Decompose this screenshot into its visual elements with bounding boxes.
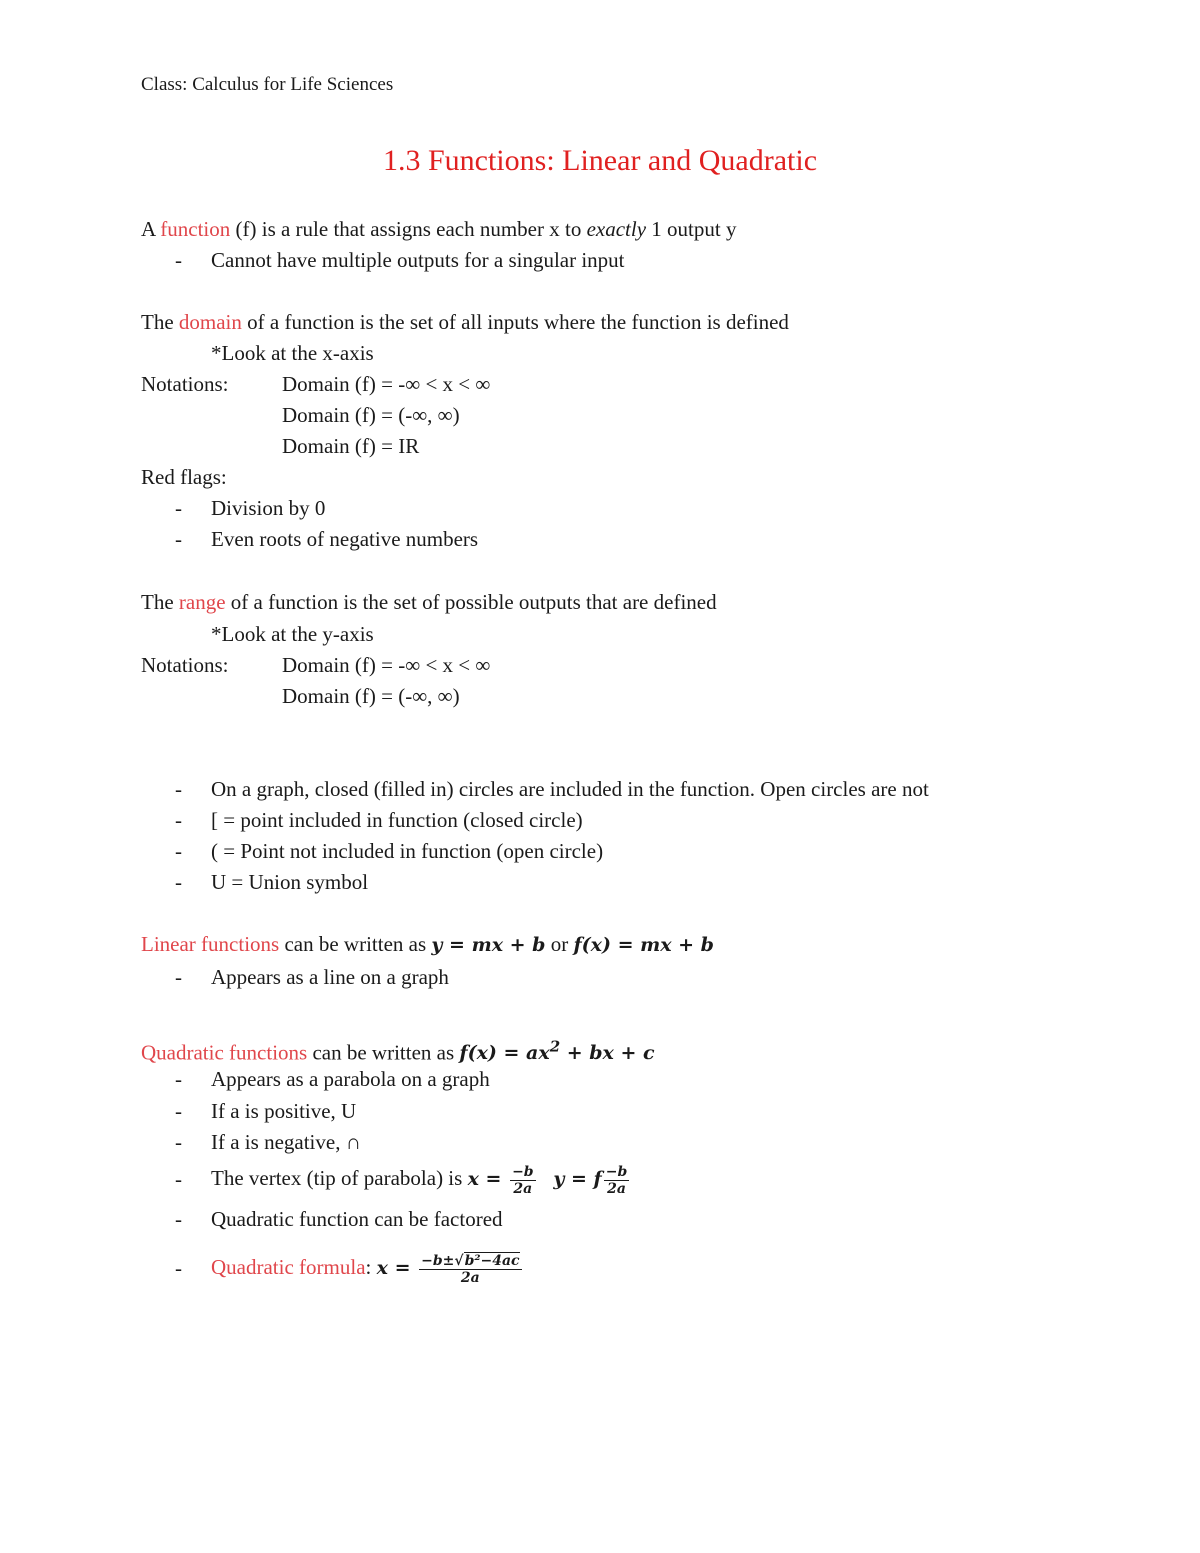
vertex-x-fraction: $\frac{-b}{2a}$ xyxy=(512,1163,534,1197)
term-domain: domain xyxy=(178,310,242,334)
bullet-dash: - xyxy=(175,1207,182,1231)
term-function: function xyxy=(160,217,231,241)
bullet-dash: - xyxy=(175,777,182,801)
domain-notation: Domain (f) = IR xyxy=(282,434,420,458)
linear-definition: Linear functions can be written as y = mx + b or f(x) = mx + b xyxy=(141,932,714,956)
bullet-dash: - xyxy=(175,1067,182,1091)
linear-equation-f: f(x) = mx + b xyxy=(573,934,714,956)
term-quadratic-formula: Quadratic formula xyxy=(211,1255,366,1279)
bullet-dash: - xyxy=(175,808,182,832)
bullet-dash: - xyxy=(175,527,182,551)
bullet-dash: - xyxy=(175,870,182,894)
quadratic-factored: Quadratic function can be factored xyxy=(211,1207,503,1231)
red-flags-label: Red flags: xyxy=(141,465,227,489)
red-flag-item: Even roots of negative numbers xyxy=(211,527,479,551)
range-notation: Domain (f) = (-∞, ∞) xyxy=(282,684,460,708)
quadratic-definition: Quadratic functions can be written as $f(x) = ax^2$ + bx + c xyxy=(141,1038,655,1065)
linear-equation-y: y = mx + b xyxy=(431,934,546,956)
emphasis-exactly: exactly xyxy=(586,217,647,241)
quadratic-bullet: If a is negative, ∩ xyxy=(211,1130,361,1154)
bullet-dash: - xyxy=(175,965,182,989)
linear-bullet: Appears as a line on a graph xyxy=(211,965,449,989)
domain-notations-label: Notations: xyxy=(141,372,229,396)
quadratic-bullet: Appears as a parabola on a graph xyxy=(211,1067,490,1091)
bullet-dash: - xyxy=(175,839,182,863)
graph-note: On a graph, closed (filled in) circles are included in the function. Open circles are not xyxy=(211,777,929,801)
bullet-dash: - xyxy=(175,1099,182,1123)
quadratic-formula-line: Quadratic formula: x = $\frac{\text{−b±√b²−4ac}}{2a}$ xyxy=(211,1252,520,1286)
bullet-dash: - xyxy=(175,1130,182,1154)
bullet-dash: - xyxy=(175,1256,182,1280)
range-hint: *Look at the y-axis xyxy=(211,622,374,646)
function-bullet: Cannot have multiple outputs for a singular input xyxy=(211,248,625,272)
quadratic-equation: $f(x) = ax^2$ + bx + c xyxy=(459,1038,655,1065)
graph-note: U = Union symbol xyxy=(211,870,369,894)
domain-definition: The domain of a function is the set of all inputs where the function is defined xyxy=(141,310,789,334)
vertex-y-fraction: $\frac{-b}{2a}$ xyxy=(605,1163,628,1197)
term-quadratic-functions: Quadratic functions xyxy=(141,1040,308,1065)
domain-notation: Domain (f) = -∞ < x < ∞ xyxy=(282,372,491,396)
bullet-dash: - xyxy=(175,1167,182,1191)
range-notation: Domain (f) = -∞ < x < ∞ xyxy=(282,653,491,677)
quadratic-bullet: If a is positive, U xyxy=(211,1099,357,1123)
bullet-dash: - xyxy=(175,248,182,272)
class-header: Class: Calculus for Life Sciences xyxy=(141,74,394,95)
bullet-dash: - xyxy=(175,496,182,520)
vertex-line: The vertex (tip of parabola) is x = $\frac{-b}{2a}$ y = f $\frac{-b}{2a}$ xyxy=(211,1163,628,1197)
term-range: range xyxy=(178,590,226,614)
range-definition: The range of a function is the set of possible outputs that are defined xyxy=(141,590,717,614)
graph-note: [ = point included in function (closed circle) xyxy=(211,808,583,832)
red-flag-item: Division by 0 xyxy=(211,496,326,520)
domain-notation: Domain (f) = (-∞, ∞) xyxy=(282,403,460,427)
range-notations-label: Notations: xyxy=(141,653,229,677)
page-title: 1.3 Functions: Linear and Quadratic xyxy=(382,144,818,177)
function-definition: A function (f) is a rule that assigns each number x to exactly 1 output y xyxy=(141,217,737,241)
quadratic-formula-fraction: $\frac{\text{−b±√b²−4ac}}{2a}$ xyxy=(421,1252,520,1286)
graph-note: ( = Point not included in function (open circle) xyxy=(211,839,604,863)
domain-hint: *Look at the x-axis xyxy=(211,341,374,365)
term-linear-functions: Linear functions xyxy=(141,932,280,956)
